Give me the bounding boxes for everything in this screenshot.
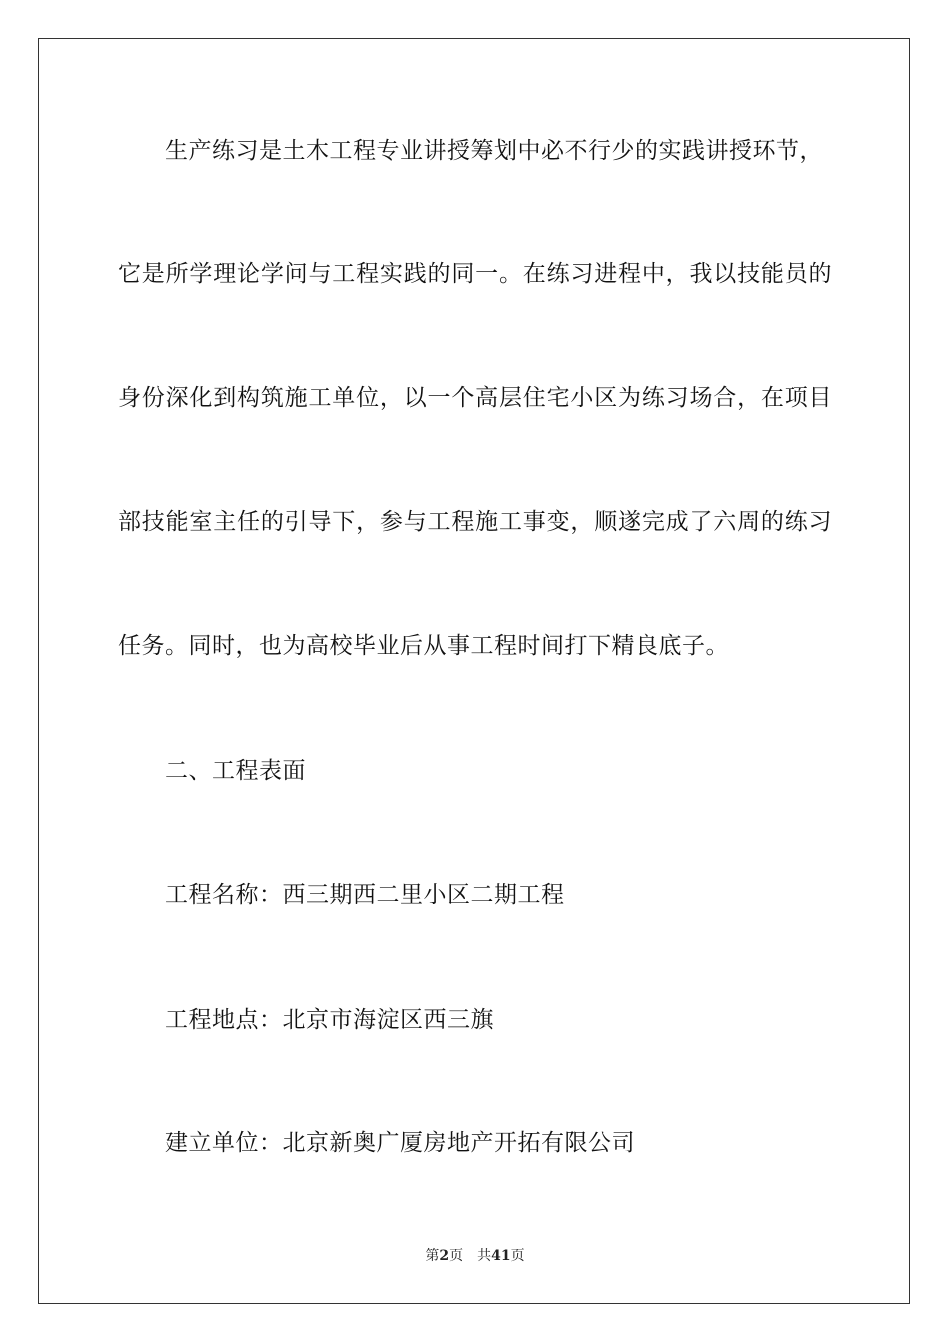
page-footer xyxy=(0,1247,950,1265)
paragraph-line-4: 部技能室主任的引导下，参与工程施工事变，顺遂完成了六周的练习 xyxy=(118,509,832,535)
page-number: 2 xyxy=(439,1248,450,1264)
paragraph-line-2: 它是所学理论学问与工程实践的同一。在练习进程中，我以技能员的 xyxy=(118,261,832,287)
paragraph-line-1: 生产练习是土木工程专业讲授筹划中必不行少的实践讲授环节， xyxy=(165,138,823,164)
paragraph-line-3: 身份深化到构筑施工单位，以一个高层住宅小区为练习场合，在项目 xyxy=(118,385,832,411)
project-name: 工程名称：西三期西二里小区二期工程 xyxy=(165,882,565,908)
construction-unit: 建立单位：北京新奥广厦房地产开拓有限公司 xyxy=(165,1130,635,1156)
page-prefix: 第 xyxy=(425,1248,440,1264)
paragraph-line-5: 任务。同时，也为高校毕业后从事工程时间打下精良底子。 xyxy=(118,633,729,659)
total-suffix: 页 xyxy=(510,1248,525,1264)
page-frame xyxy=(38,38,910,1304)
total-prefix: 共 xyxy=(477,1248,492,1264)
page-suffix: 页 xyxy=(449,1248,464,1264)
section-heading: 二、工程表面 xyxy=(165,758,306,784)
project-location: 工程地点：北京市海淀区西三旗 xyxy=(165,1007,494,1033)
total-pages: 41 xyxy=(491,1248,511,1264)
